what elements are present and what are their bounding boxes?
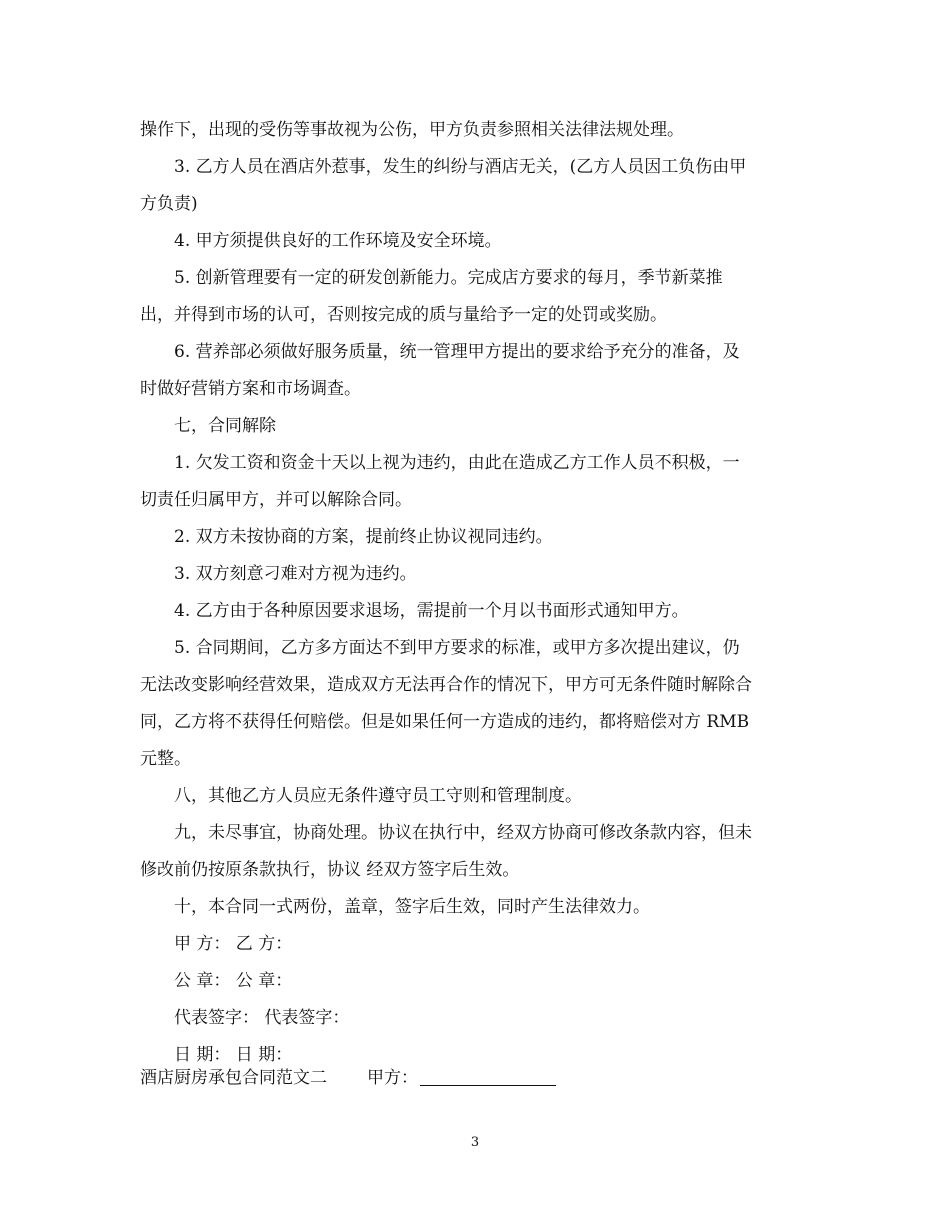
text-line: 6. 营养部必须做好服务质量，统一管理甲方提出的要求给予充分的准备，及	[174, 342, 740, 362]
text-line: 5. 创新管理要有一定的研发创新能力。完成店方要求的每月，季节新菜推	[174, 268, 723, 288]
text-line: 3. 双方刻意刁难对方视为违约。	[174, 564, 417, 584]
party-a-blank	[420, 1067, 556, 1086]
text-line: 方负责)	[140, 194, 198, 214]
section-heading: 九，未尽事宜，协商处理。协议在执行中，经双方协商可修改条款内容，但未	[174, 823, 752, 843]
text-line: 时做好营销方案和市场调查。	[140, 379, 361, 399]
text-line: 出，并得到市场的认可，否则按完成的质与量给予一定的处罚或奖励。	[140, 305, 667, 325]
section-heading: 七，合同解除	[174, 416, 276, 436]
text-line: 5. 合同期间，乙方多方面达不到甲方要求的标准，或甲方多次提出建议，仍	[174, 638, 740, 658]
next-contract-title: 酒店厨房承包合同范文二	[140, 1068, 327, 1088]
text-line: 2. 双方未按协商的方案，提前终止协议视同违约。	[174, 527, 553, 547]
signature-line-party: 甲 方： 乙 方：	[174, 934, 293, 954]
text-line: 无法改变影响经营效果，造成双方无法再合作的情况下，甲方可无条件随时解除合	[140, 675, 752, 695]
party-a-label: 甲方：	[367, 1068, 418, 1088]
signature-line-seal: 公 章： 公 章：	[174, 971, 293, 991]
text-line: 同，乙方将不获得任何赔偿。但是如果任何一方造成的违约，都将赔偿对方 RMB	[140, 712, 750, 732]
text-line: 1. 欠发工资和资金十天以上视为违约，由此在造成乙方工作人员不积极，一	[174, 453, 740, 473]
text-line: 3. 乙方人员在酒店外惹事，发生的纠纷与酒店无关，(乙方人员因工负伤由甲	[174, 157, 747, 177]
signature-line-date: 日 期： 日 期：	[174, 1045, 293, 1065]
section-heading: 八，其他乙方人员应无条件遵守员工守则和管理制度。	[174, 786, 582, 806]
section-heading: 十，本合同一式两份，盖章，签字后生效，同时产生法律效力。	[174, 897, 650, 917]
next-contract-heading	[140, 1066, 556, 1090]
text-line: 4. 甲方须提供良好的工作环境及安全环境。	[174, 231, 502, 251]
signature-line-representative: 代表签字： 代表签字：	[174, 1008, 350, 1028]
page-number: 3	[470, 1135, 480, 1150]
text-line: 4. 乙方由于各种原因要求退场，需提前一个月以书面形式通知甲方。	[174, 601, 689, 621]
text-line: 操作下，出现的受伤等事故视为公伤，甲方负责参照相关法律法规处理。	[140, 120, 684, 140]
text-line: 切责任归属甲方，并可以解除合同。	[140, 490, 412, 510]
text-line: 元整。	[140, 749, 191, 769]
text-line: 修改前仍按原条款执行，协议 经双方签字后生效。	[140, 860, 520, 880]
